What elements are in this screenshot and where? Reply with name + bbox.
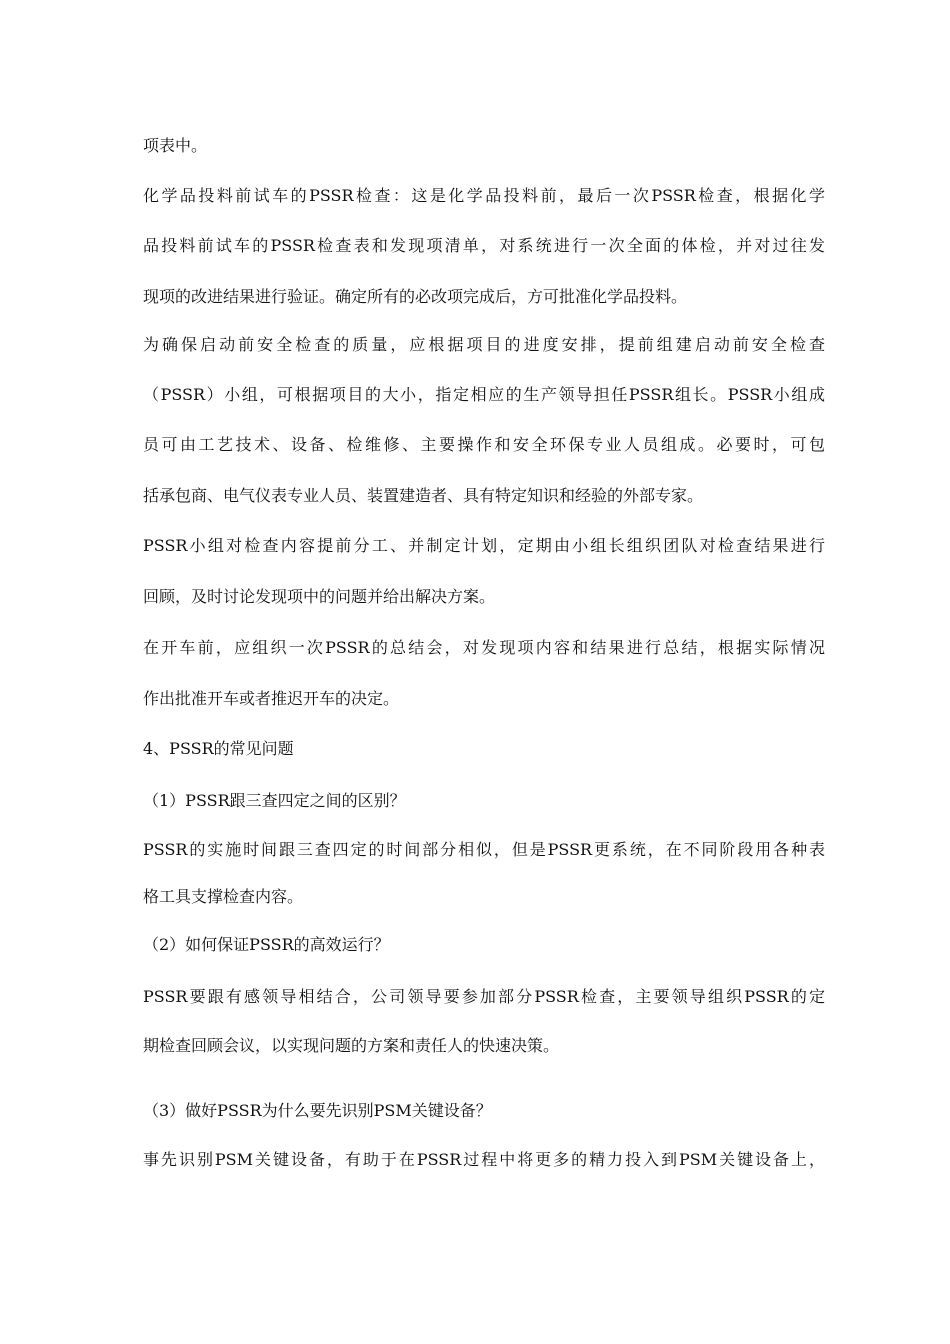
paragraph-line: 期检查回顾会议，以实现问题的方案和责任人的快速决策。 <box>143 1036 560 1055</box>
paragraph-line: PSSR小组对检查内容提前分工、并制定计划，定期由小组长组织团队对检查结果进行 <box>143 536 825 555</box>
question-heading: （3）做好PSSR为什么要先识别PSM关键设备？ <box>143 1101 492 1120</box>
paragraph-line: 为确保启动前安全检查的质量，应根据项目的进度安排，提前组建启动前安全检查 <box>143 335 825 354</box>
question-heading: （2）如何保证PSSR的高效运行？ <box>143 935 390 954</box>
paragraph-line: PSSR的实施时间跟三查四定的时间部分相似，但是PSSR更系统，在不同阶段用各种表 <box>143 840 825 859</box>
paragraph-line: 事先识别PSM关键设备，有助于在PSSR过程中将更多的精力投入到PSM关键设备上， <box>143 1150 825 1169</box>
question-heading: （1）PSSR跟三查四定之间的区别？ <box>143 791 406 810</box>
paragraph-line: 回顾，及时讨论发现项中的问题并给出解决方案。 <box>143 587 496 606</box>
paragraph-line: 现项的改进结果进行验证。确定所有的必改项完成后，方可批准化学品投料。 <box>143 287 688 306</box>
paragraph-line: PSSR要跟有感领导相结合，公司领导要参加部分PSSR检查，主要领导组织PSSR的定 <box>143 987 825 1006</box>
paragraph-line: 格工具支撑检查内容。 <box>143 887 304 906</box>
paragraph-line: 化学品投料前试车的PSSR检查：这是化学品投料前，最后一次PSSR检查，根据化学 <box>143 186 825 205</box>
paragraph-line: 括承包商、电气仪表专业人员、装置建造者、具有特定知识和经验的外部专家。 <box>143 486 704 505</box>
paragraph-line: 员可由工艺技术、设备、检维修、主要操作和安全环保专业人员组成。必要时，可包 <box>143 435 825 454</box>
paragraph-line: 品投料前试车的PSSR检查表和发现项清单，对系统进行一次全面的体检，并对过往发 <box>143 236 825 255</box>
paragraph-line: 在开车前，应组织一次PSSR的总结会，对发现项内容和结果进行总结，根据实际情况 <box>143 638 825 657</box>
paragraph-line: 项表中。 <box>143 136 208 155</box>
paragraph-line: （PSSR）小组，可根据项目的大小，指定相应的生产领导担任PSSR组长。PSSR小组成 <box>143 385 825 404</box>
section-heading: 4、PSSR的常见问题 <box>143 739 294 758</box>
paragraph-line: 作出批准开车或者推迟开车的决定。 <box>143 689 400 708</box>
